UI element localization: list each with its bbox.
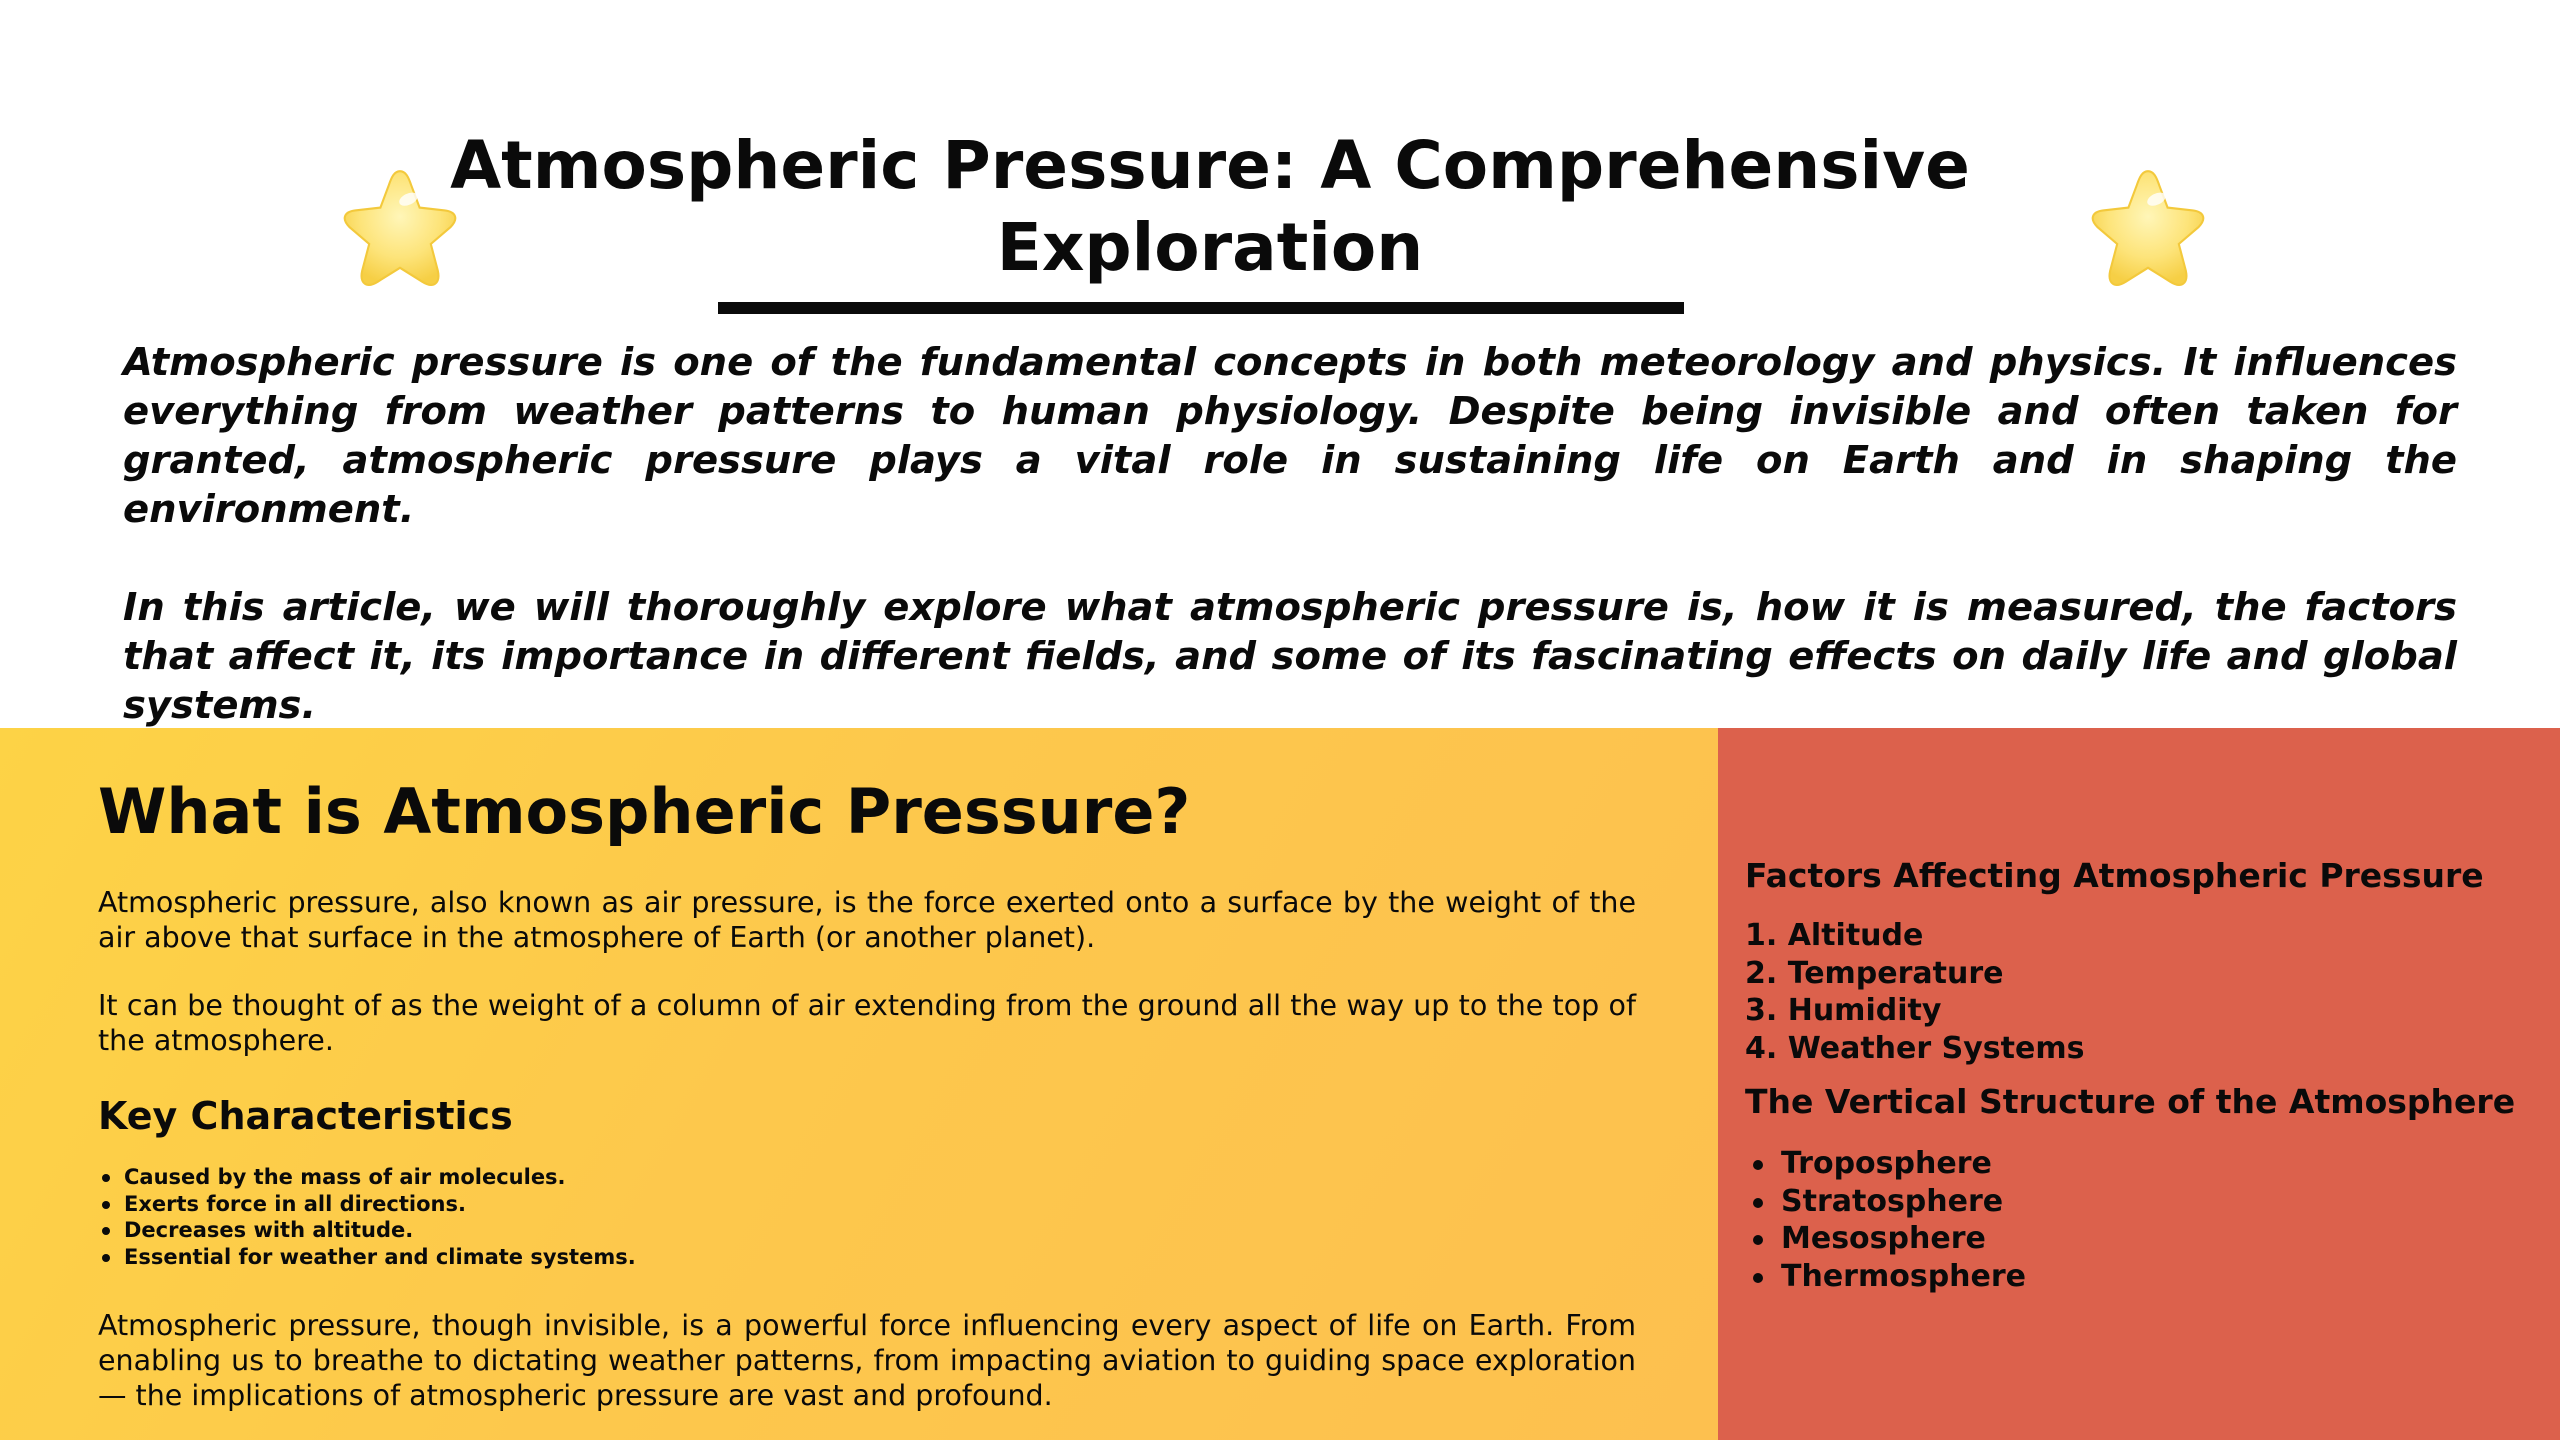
title-underline	[718, 302, 1684, 314]
intro-paragraph: Atmospheric pressure is one of the fundamental concepts in both meteorology and physics. It influences everything from weather patterns to human physiology. Despite being invisible and often taken for granted, atmospheric pressure plays a vital role in sustaining life on Earth and in shaping the environment.	[123, 340, 2457, 532]
body-paragraph: It can be thought of as the weight of a column of air extending from the ground all the way up to the top of the atmosphere.	[98, 989, 1636, 1057]
list-item: 2. Temperature	[1745, 955, 2004, 991]
list-item: Essential for weather and climate systems.	[98, 1244, 1298, 1271]
list-item: 4. Weather Systems	[1745, 1030, 2085, 1066]
list-item: Caused by the mass of air molecules.	[98, 1164, 1298, 1191]
factors-heading: Factors Affecting Atmospheric Pressure	[1745, 856, 2484, 895]
list-item: Exerts force in all directions.	[98, 1191, 1298, 1218]
list-item: Thermosphere	[1745, 1258, 2026, 1296]
list-item: 1. Altitude	[1745, 918, 1924, 953]
star-icon	[2078, 160, 2218, 300]
structure-heading: The Vertical Structure of the Atmosphere	[1745, 1082, 2516, 1121]
factors-list	[1745, 917, 2084, 1067]
list-item: 3. Humidity	[1745, 993, 1942, 1028]
list-item: Mesosphere	[1745, 1220, 2026, 1258]
section-heading: What is Atmospheric Pressure?	[98, 775, 1191, 848]
list-item: Stratosphere	[1745, 1183, 2026, 1221]
key-characteristics-heading: Key Characteristics	[98, 1094, 513, 1138]
intro-paragraph: In this article, we will thoroughly explore what atmospheric pressure is, how it is measured, the factors that affect it, its importance in different fields, and some of its fascinating effects on daily life and global systems.	[123, 585, 2457, 728]
intro-section	[123, 338, 2457, 779]
atmosphere-layers-list	[1745, 1145, 2026, 1295]
page-title: Atmospheric Pressure: A Comprehensive Exploration	[450, 127, 1970, 286]
conclusion-paragraph: Atmospheric pressure, though invisible, is a powerful force influencing every aspect of life on Earth. From enabling us to breathe to dictating weather patterns, from impacting aviation to guiding space exploration — the implications of atmospheric pressure are vast and profound.	[98, 1309, 1636, 1412]
body-paragraph: Atmospheric pressure, also known as air pressure, is the force exerted onto a surface by the weight of the air above that surface in the atmosphere of Earth (or another planet).	[98, 886, 1636, 954]
key-characteristics-list	[98, 1164, 1298, 1270]
list-item: Decreases with altitude.	[98, 1217, 1298, 1244]
list-item: Troposphere	[1745, 1145, 2026, 1183]
